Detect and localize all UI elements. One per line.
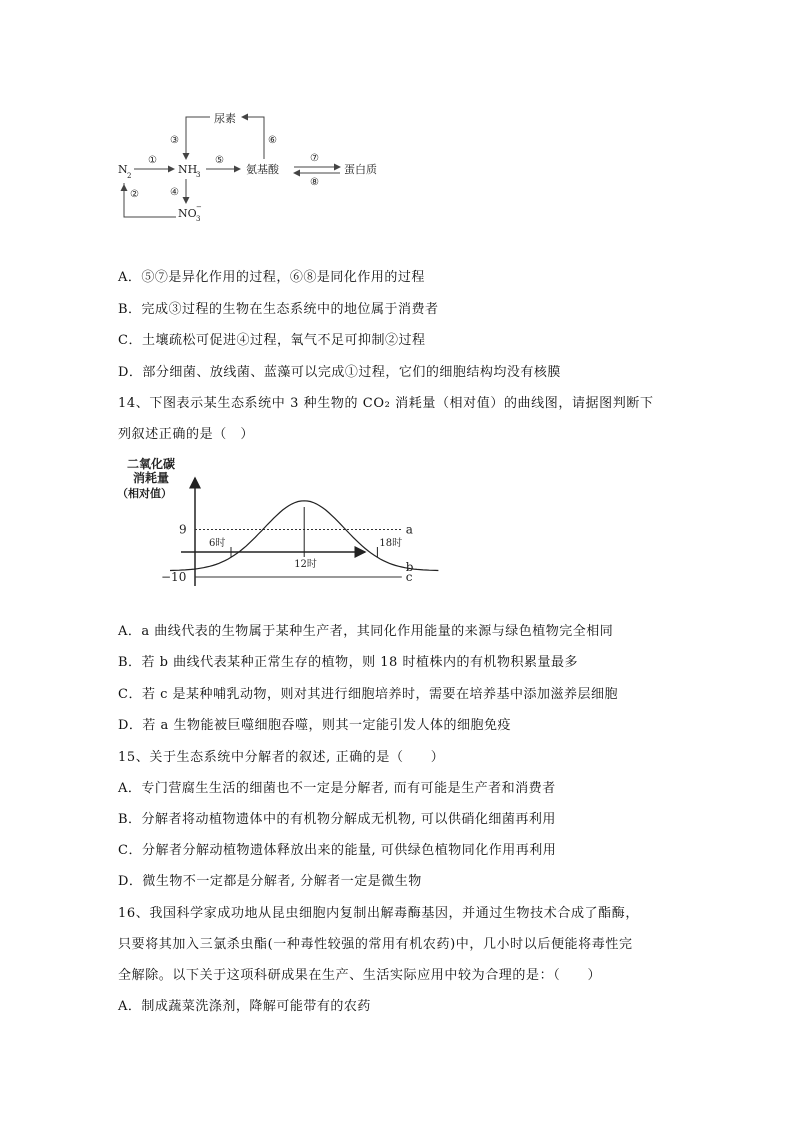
- svg-text:③: ③: [170, 135, 179, 146]
- amino-acid-label: 氨基酸: [246, 163, 279, 176]
- q13-option-b: B．完成③过程的生物在生态系统中的地位属于消费者: [118, 302, 439, 317]
- q15-option-c: C．分解者分解动植物遗体释放出来的能量, 可供绿色植物同化作用再利用: [118, 843, 557, 858]
- q14-stem-line2: 列叙述正确的是（ ）: [118, 427, 255, 442]
- protein-label: 蛋白质: [344, 163, 377, 176]
- series-b-label: b: [405, 560, 414, 574]
- q15-option-b: B．分解者将动植物遗体中的有机物分解成无机物, 可以供硝化细菌再利用: [118, 812, 556, 827]
- y-axis-label-2: 消耗量: [133, 471, 170, 485]
- n2-sub: 2: [127, 172, 132, 180]
- q16-option-a: A．制成蔬菜洗涤剂，降解可能带有的农药: [118, 999, 371, 1014]
- svg-text:②: ②: [130, 189, 139, 200]
- no3-sub: 3: [196, 215, 201, 223]
- svg-text:④: ④: [170, 187, 179, 198]
- svg-text:⑥: ⑥: [268, 135, 277, 146]
- q15-option-d: D．微生物不一定都是分解者, 分解者一定是微生物: [118, 874, 422, 889]
- q14-option-c: C．若 c 是某种哺乳动物，则对其进行细胞培养时，需要在培养基中添加滋养层细胞: [118, 687, 618, 702]
- nitrogen-cycle-diagram: [110, 105, 390, 230]
- q15-option-a: A．专门营腐生生活的细菌也不一定是分解者, 而有可能是生产者和消费者: [118, 781, 556, 796]
- y-axis-label-3: （相对值）: [117, 487, 172, 500]
- series-a-label: a: [405, 522, 413, 537]
- y-tick-label-neg10: −10: [161, 570, 187, 584]
- co2-consumption-chart: [115, 450, 414, 600]
- urea-label: 尿素: [214, 112, 236, 125]
- q14-option-d: D．若 a 生物能被巨噬细胞吞噬，则其一定能引发人体的细胞免疫: [118, 718, 511, 733]
- q13-option-c: C．土壤疏松可促进④过程，氧气不足可抑制②过程: [118, 333, 426, 348]
- q15-stem: 15、关于生态系统中分解者的叙述, 正确的是（ ）: [118, 750, 445, 765]
- svg-text:⑤: ⑤: [215, 155, 224, 166]
- q16-stem-line1: 16、我国科学家成功地从昆虫细胞内复制出解毒酶基因，并通过生物技术合成了酯酶，: [118, 906, 639, 921]
- no3-sup: −: [196, 203, 202, 211]
- y-tick-label-9: 9: [179, 522, 187, 537]
- x-tick-label-6h: 6时: [209, 537, 226, 549]
- svg-text:①: ①: [148, 155, 157, 166]
- q14-stem-line1: 14、下图表示某生态系统中 3 种生物的 CO₂ 消耗量（相对值）的曲线图，请据图判断下: [118, 396, 654, 411]
- q16-stem-line3: 全解除。以下关于这项科研成果在生产、生活实际应用中较为合理的是：（ ）: [118, 968, 602, 983]
- q16-stem-line2: 只要将其加入三氯杀虫酯(一种毒性较强的常用有机农药)中，几小时以后便能将毒性完: [118, 937, 633, 952]
- svg-text:⑧: ⑧: [310, 177, 319, 188]
- q14-option-a: A．a 曲线代表的生物属于某种生产者，其同化作用能量的来源与绿色植物完全相同: [118, 624, 614, 639]
- series-c-label: c: [405, 570, 413, 584]
- no3-label: NO: [178, 207, 197, 220]
- x-tick-label-18h: 18时: [379, 537, 403, 549]
- q13-option-d: D．部分细菌、放线菌、蓝藻可以完成①过程，它们的细胞结构均没有核膜: [118, 365, 561, 380]
- q14-option-b: B．若 b 曲线代表某种正常生存的植物，则 18 时植株内的有机物积累量最多: [118, 655, 578, 670]
- n2-label: N: [118, 163, 128, 176]
- nh3-label: NH: [178, 163, 198, 176]
- x-tick-label-12h: 12时: [294, 559, 317, 570]
- y-axis-label-1: 二氧化碳: [127, 457, 176, 471]
- nh3-sub: 3: [196, 171, 201, 179]
- q13-option-a: A．⑤⑦是异化作用的过程，⑥⑧是同化作用的过程: [118, 270, 425, 285]
- svg-text:⑦: ⑦: [310, 153, 319, 164]
